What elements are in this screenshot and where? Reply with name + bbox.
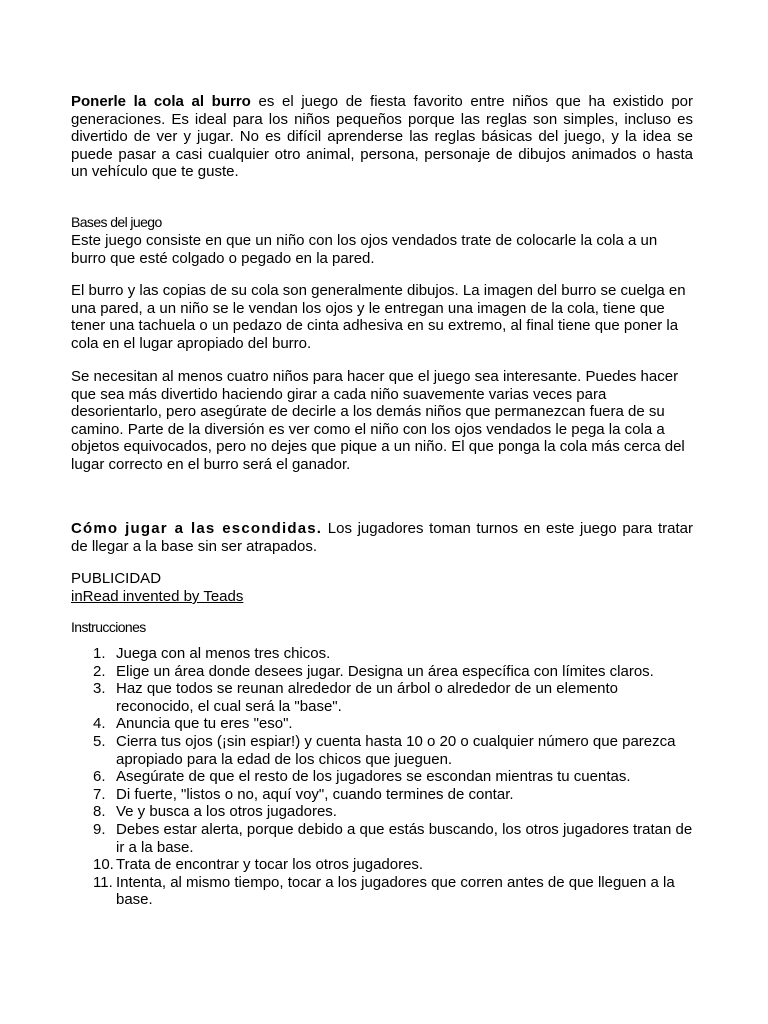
instruction-number: 9.	[93, 820, 106, 838]
ad-link[interactable]	[71, 588, 243, 606]
instruction-item	[71, 786, 693, 804]
instruction-item	[71, 715, 693, 733]
instruction-text: Di fuerte, "listos o no, aquí voy", cuando termines de contar.	[116, 785, 514, 803]
instruction-number: 4.	[93, 715, 106, 733]
instruction-text: Asegúrate de que el resto de los jugadores se escondan mientras tu cuentas.	[116, 768, 631, 786]
instruction-text: Trata de encontrar y tocar los otros jugadores.	[116, 856, 424, 874]
instruction-number: 5.	[93, 732, 106, 750]
instruction-text: Haz que todos se reunan alrededor de un árbol o alrededor de un elemento reconocido, el cual será la "base".	[116, 680, 619, 715]
instruction-item	[71, 768, 693, 786]
instruction-text: Ve y busca a los otros jugadores.	[116, 803, 337, 821]
escondidas-text: Los jugadores toman turnos en este juego para tratar de llegar a la base sin ser atrapados.	[71, 520, 693, 555]
instruction-number: 2.	[93, 662, 106, 680]
instruction-number: 8.	[93, 803, 106, 821]
instruction-text: Intenta, al mismo tiempo, tocar a los jugadores que corren antes de que lleguen a la base.	[116, 873, 675, 909]
instruction-item	[71, 645, 693, 663]
instruction-item	[71, 874, 693, 909]
instruction-text: Juega con al menos tres chicos.	[116, 645, 331, 662]
intro-lead: Ponerle la cola al burro	[71, 93, 251, 110]
ad-label: PUBLICIDAD	[71, 570, 162, 587]
bases-paragraph-2: El burro y las copias de su cola son generalmente dibujos. La imagen del burro se cuelga en una pared, a un niño se le vendan los ojos y le entregan una imagen de la cola, tiene que tener una tachuela o un pedazo de cinta adhesiva en su extremo, al final tiene que poner la cola en el lugar apropiado del burro.	[71, 282, 686, 352]
instruction-number: 7.	[93, 785, 106, 803]
instruction-number: 11.	[93, 873, 113, 891]
instruction-item	[71, 680, 693, 715]
bases-heading: Bases del juego	[71, 214, 162, 230]
intro-text: es el juego de fiesta favorito entre niños que ha existido por generaciones. Es ideal para los niños pequeños porque las reglas son simples, incluso es divertido de ver y jugar. No es difícil aprenderse las reglas básicas del juego, y la idea se puede pasar a casi cualquier otro animal, persona, personaje de dibujos animados o hasta un vehículo que te guste.	[71, 93, 693, 181]
instruction-text: Cierra tus ojos (¡sin espiar!) y cuenta hasta 10 o 20 o cualquier número que parezca apropiado para la edad de los chicos que jueguen.	[116, 732, 676, 768]
instruction-item	[71, 821, 693, 856]
instruction-text: Elige un área donde desees jugar. Designa un área específica con límites claros.	[116, 662, 654, 680]
instruction-number: 1.	[93, 645, 106, 662]
instruction-item	[71, 733, 693, 768]
instruction-number: 6.	[93, 768, 106, 786]
escondidas-lead: Cómo jugar a las escondidas.	[71, 520, 323, 537]
instructions-heading: Instrucciones	[71, 619, 146, 635]
instruction-item	[71, 663, 693, 681]
instructions-list	[71, 645, 693, 909]
bases-paragraph-1: Este juego consiste en que un niño con los ojos vendados trate de colocarle la cola a un burro que esté colgado o pegado en la pared.	[71, 232, 658, 267]
ad-link-text[interactable]: inRead invented by Teads	[71, 588, 244, 605]
instruction-item	[71, 856, 693, 874]
instruction-number: 10.	[93, 856, 114, 874]
escondidas-paragraph	[71, 520, 693, 555]
instruction-text: Anuncia que tu eres "eso".	[116, 715, 293, 733]
intro-paragraph	[71, 93, 693, 181]
instruction-number: 3.	[93, 680, 106, 698]
instruction-text: Debes estar alerta, porque debido a que estás buscando, los otros jugadores tratan de ir a la base.	[116, 820, 693, 856]
bases-paragraph-3: Se necesitan al menos cuatro niños para hacer que el juego sea interesante. Puedes hacer que sea más divertido haciendo girar a cada niño suavemente varias veces para desorientarlo, pero asegúrate de decirle a los demás niños que permanezcan fuera de su camino. Parte de la diversión es ver como el niño con los ojos vendados le pega la cola a objetos equivocados, pero no dejes que pique a un niño. El que ponga la cola más cerca del lugar correcto en el burro será el ganador.	[71, 368, 685, 473]
instruction-item	[71, 803, 693, 821]
